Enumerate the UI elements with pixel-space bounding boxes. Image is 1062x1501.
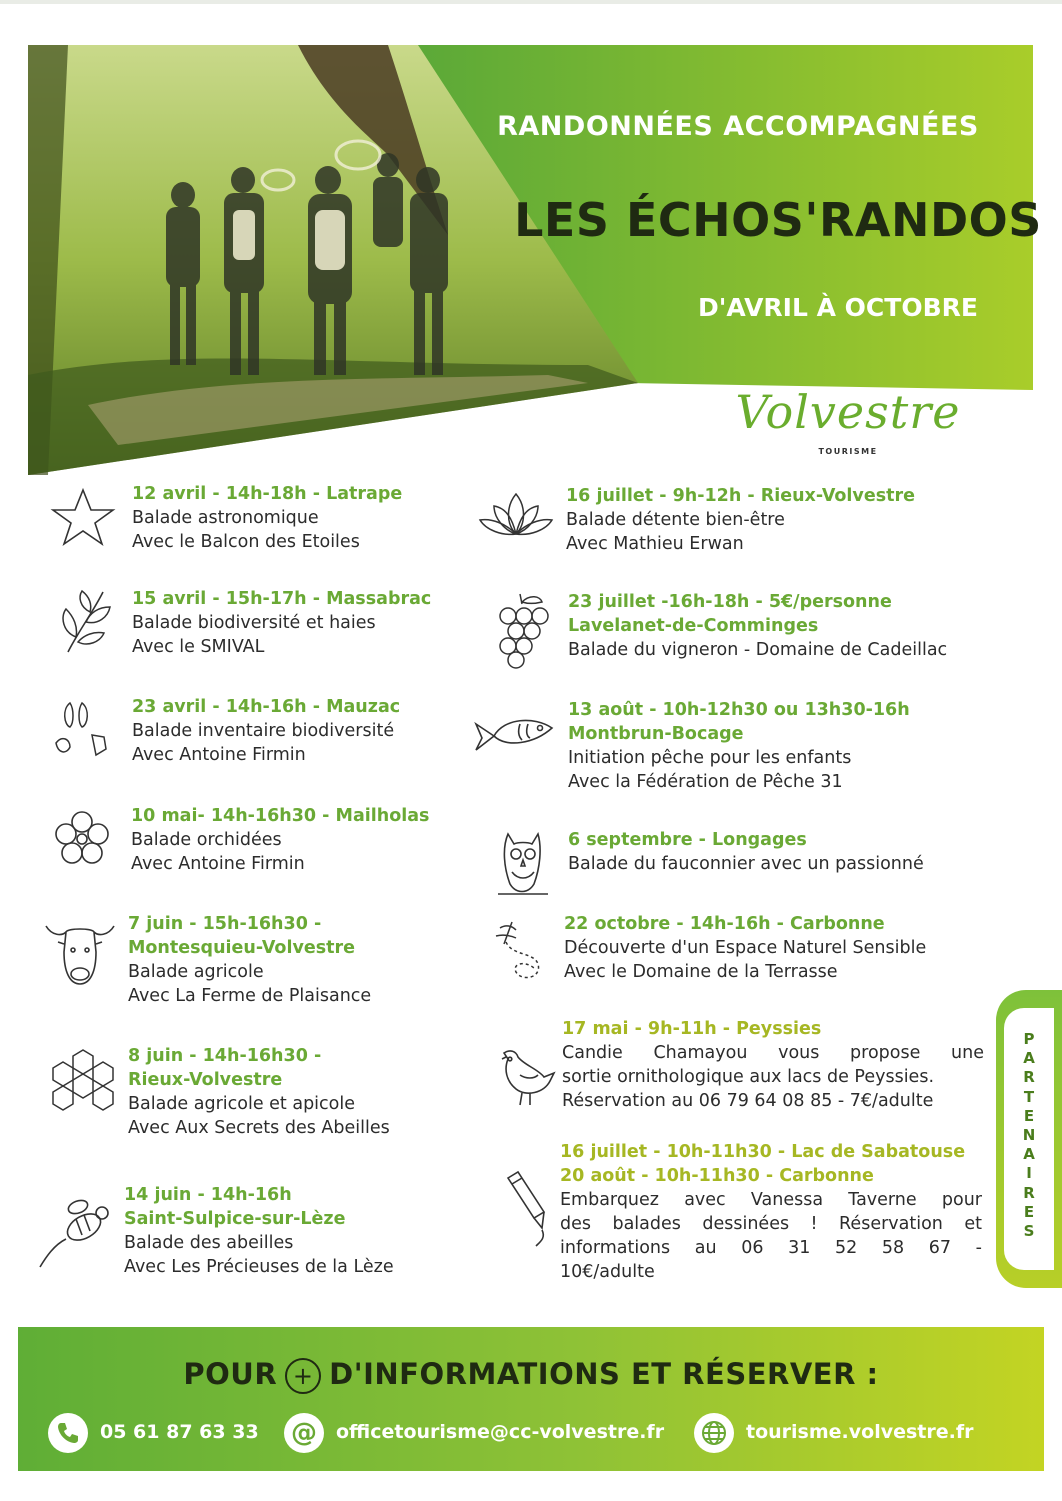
email-address[interactable]: officetourisme@cc-volvestre.fr <box>336 1421 665 1443</box>
honeycomb-icon <box>48 1044 118 1114</box>
partners-label-letter: A <box>1023 1145 1035 1164</box>
event-title: 13 août - 10h-12h30 ou 13h30-16h <box>568 700 910 720</box>
logo-subtitle: TOURISME <box>818 447 878 456</box>
event-title: 14 juin - 14h-16h <box>124 1185 292 1205</box>
partner-line: Candie Chamayou vous propose une <box>562 1043 984 1063</box>
bird-icon <box>494 1045 564 1115</box>
partner-title: 16 juillet - 10h-11h30 - Lac de Sabatouse <box>560 1142 966 1162</box>
star-icon <box>48 482 118 552</box>
event-title: 7 juin - 15h-16h30 - <box>128 914 322 934</box>
footer-title <box>18 1357 1044 1394</box>
banner-period: D'AVRIL À OCTOBRE <box>698 293 978 322</box>
event-description: Découverte d'un Espace Naturel Sensible <box>564 938 927 958</box>
event-title: 15 avril - 15h-17h - Massabrac <box>132 589 432 609</box>
event-description: Balade agricole <box>128 962 264 982</box>
top-rule <box>0 0 1062 4</box>
phone-icon <box>48 1413 88 1453</box>
event-organizer: Avec Antoine Firmin <box>132 745 306 765</box>
event-organizer: Avec Les Précieuses de la Lèze <box>124 1257 394 1277</box>
partners-label-letter: E <box>1023 1106 1035 1125</box>
partners-tab-inner <box>1004 1008 1054 1270</box>
partners-label-letter: S <box>1023 1222 1035 1241</box>
website-url[interactable]: tourisme.volvestre.fr <box>746 1421 974 1443</box>
partners-label-letter: R <box>1023 1183 1035 1202</box>
at-sign-icon: @ <box>284 1413 324 1453</box>
partner-line: informations au 06 31 52 58 67 - <box>560 1238 982 1258</box>
event-organizer: Avec la Fédération de Pêche 31 <box>568 772 843 792</box>
event-title: 12 avril - 14h-18h - Latrape <box>132 484 403 504</box>
header-banner <box>28 45 1042 475</box>
event-description: Balade orchidées <box>131 830 282 850</box>
event-organizer: Avec le Balcon des Etoiles <box>132 532 360 552</box>
event-description: Balade biodiversité et haies <box>132 613 376 633</box>
partners-label-letter: T <box>1023 1087 1035 1106</box>
owl-icon <box>488 828 558 898</box>
event-organizer: Avec le Domaine de la Terrasse <box>564 962 838 982</box>
bee-icon <box>36 1183 116 1273</box>
partner-title: 17 mai - 9h-11h - Peyssies <box>562 1019 822 1039</box>
banner-subtitle: RANDONNÉES ACCOMPAGNÉES <box>497 111 979 142</box>
event-title: 8 juin - 14h-16h30 - <box>128 1046 322 1066</box>
leaf-branch-icon <box>48 587 118 657</box>
partners-label-letter: E <box>1023 1202 1035 1221</box>
banner-title: LES ÉCHOS'RANDOS <box>514 193 1042 247</box>
partners-tab <box>996 990 1062 1288</box>
event-title: 10 mai- 14h-16h30 - Mailholas <box>131 806 430 826</box>
partner-line: Embarquez avec Vanessa Taverne pour <box>560 1190 982 1210</box>
dragonfly-icon <box>494 912 564 992</box>
partners-label-letter: A <box>1023 1049 1035 1068</box>
event-description: Balade détente bien-être <box>566 510 785 530</box>
partners-label-letter: I <box>1026 1164 1032 1183</box>
cow-head-icon <box>42 912 118 988</box>
partner-line: sortie ornithologique aux lacs de Peyssies. <box>562 1067 935 1087</box>
event-location: Rieux-Volvestre <box>128 1070 283 1090</box>
fish-icon <box>472 698 558 768</box>
event-description: Balade astronomique <box>132 508 319 528</box>
event-description: Balade du vigneron - Domaine de Cadeillac <box>568 640 948 660</box>
grapes-icon <box>490 590 560 670</box>
lotus-icon <box>476 484 556 554</box>
partner-title-2: 20 août - 10h-11h30 - Carbonne <box>560 1166 874 1186</box>
footer-banner <box>18 1327 1044 1471</box>
partners-label-letter: N <box>1022 1126 1036 1145</box>
event-description: Initiation pêche pour les enfants <box>568 748 852 768</box>
globe-icon <box>694 1413 734 1453</box>
partners-label <box>1004 1030 1054 1241</box>
partner-line: 10€/adulte <box>560 1262 655 1282</box>
event-organizer: Avec Aux Secrets des Abeilles <box>128 1118 390 1138</box>
event-organizer: Avec La Ferme de Plaisance <box>128 986 372 1006</box>
event-description: Balade inventaire biodiversité <box>132 721 395 741</box>
partner-line: Réservation au 06 79 64 08 85 - 7€/adulte <box>562 1091 934 1111</box>
partner-description <box>562 1041 984 1113</box>
event-title: 23 avril - 14h-16h - Mauzac <box>132 697 401 717</box>
partners-label-letter: P <box>1023 1030 1035 1048</box>
logo-wordmark: Volvestre <box>735 385 961 439</box>
plus-circle-icon: + <box>285 1358 321 1394</box>
footer-title-start: POUR <box>183 1357 278 1391</box>
animal-tracks-icon <box>48 695 118 765</box>
event-location: Lavelanet-de-Comminges <box>568 616 819 636</box>
event-organizer: Avec Mathieu Erwan <box>566 534 744 554</box>
event-description: Balade des abeilles <box>124 1233 294 1253</box>
volvestre-logo <box>728 385 968 465</box>
partner-description <box>560 1188 982 1284</box>
event-location: Montbrun-Bocage <box>568 724 744 744</box>
event-organizer: Avec le SMIVAL <box>132 637 265 657</box>
event-title: 6 septembre - Longages <box>568 830 807 850</box>
phone-number[interactable]: 05 61 87 63 33 <box>100 1421 259 1443</box>
event-title: 16 juillet - 9h-12h - Rieux-Volvestre <box>566 486 915 506</box>
event-organizer: Avec Antoine Firmin <box>131 854 305 874</box>
event-title: 22 octobre - 14h-16h - Carbonne <box>564 914 885 934</box>
event-description: Balade du fauconnier avec un passionné <box>568 854 924 874</box>
event-description: Balade agricole et apicole <box>128 1094 356 1114</box>
event-location: Saint-Sulpice-sur-Lèze <box>124 1209 346 1229</box>
footer-title-end: D'INFORMATIONS ET RÉSERVER : <box>329 1357 879 1391</box>
event-location: Montesquieu-Volvestre <box>128 938 356 958</box>
event-title: 23 juillet -16h-18h - 5€/personne <box>568 592 892 612</box>
flower-icon <box>47 804 117 874</box>
partner-line: des balades dessinées ! Réservation et <box>560 1214 982 1234</box>
partners-label-letter: R <box>1023 1068 1035 1087</box>
